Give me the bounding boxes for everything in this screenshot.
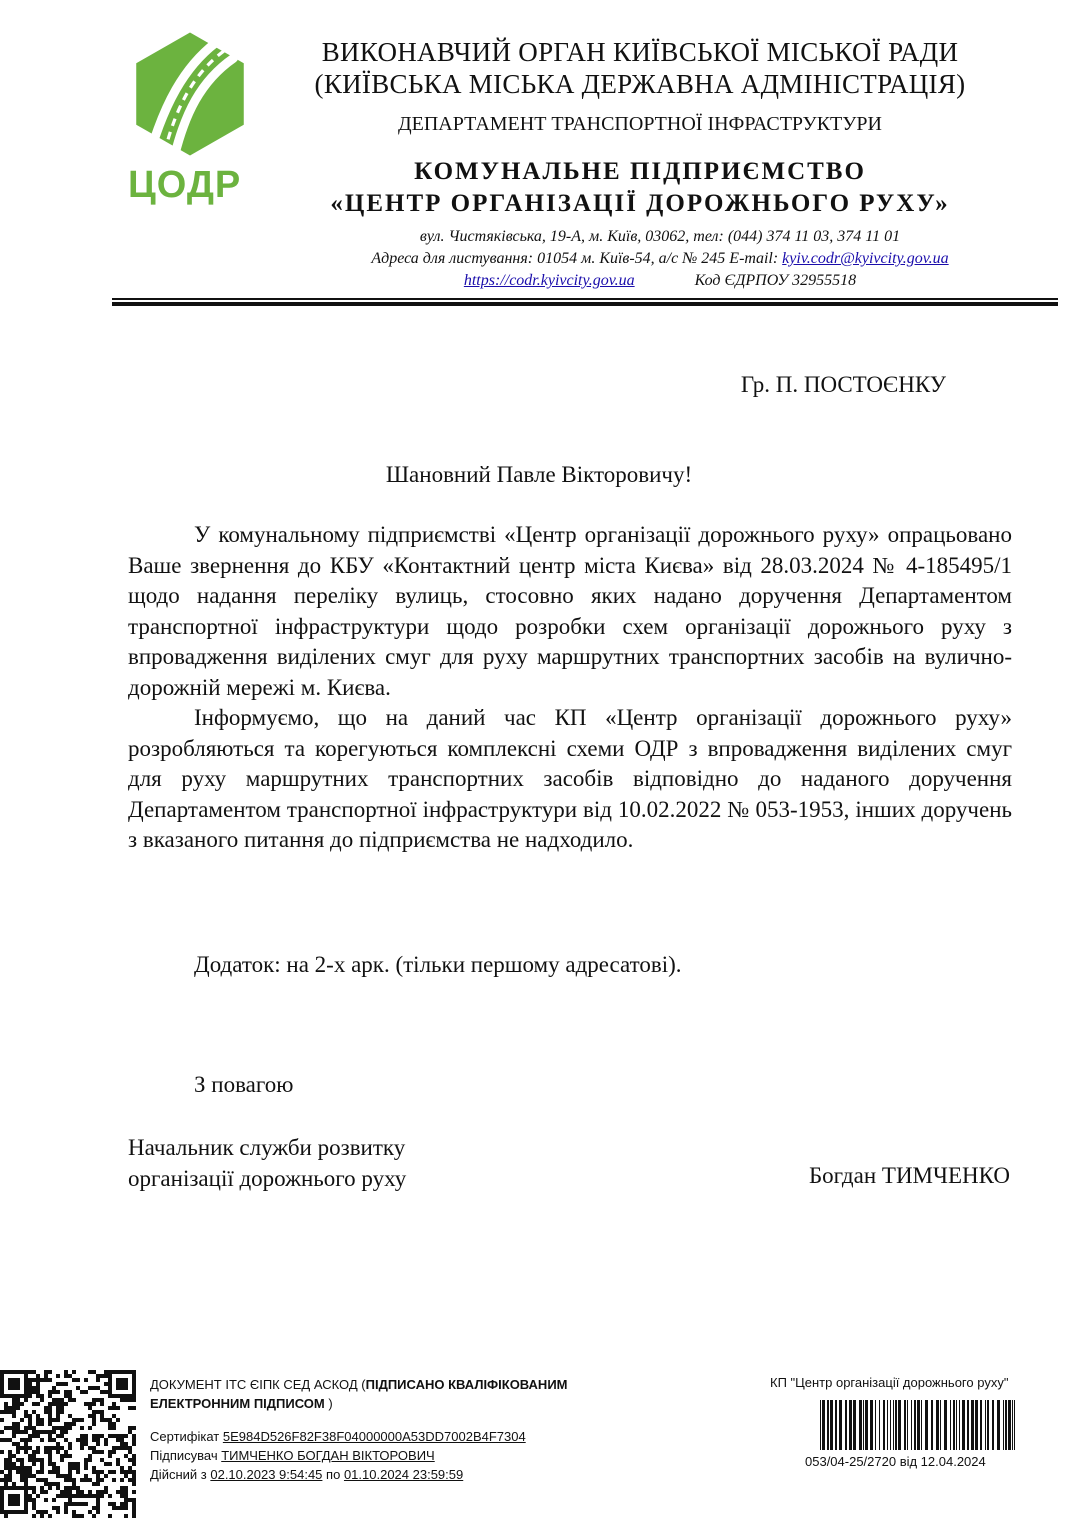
signer-value: ТИМЧЕНКО БОГДАН ВІКТОРОВИЧ bbox=[221, 1448, 435, 1463]
signer-name: Богдан ТИМЧЕНКО bbox=[808, 1163, 1010, 1188]
letter-body bbox=[128, 520, 1012, 856]
mail-address-line bbox=[280, 248, 1040, 270]
signer-position bbox=[128, 1132, 406, 1194]
authority-name bbox=[270, 36, 1010, 100]
header-divider-thick bbox=[112, 302, 1058, 306]
closing-regards: З повагою bbox=[194, 1072, 294, 1097]
annex-note: Додаток: на 2-х арк. (тільки першому адресатові). bbox=[194, 952, 682, 977]
doc-prefix: ДОКУМЕНТ ІТС ЄІПК СЕД АСКОД ( bbox=[150, 1377, 366, 1392]
organization-name bbox=[270, 156, 1010, 220]
codr-logo-icon bbox=[126, 30, 254, 158]
valid-label: Дійсний з bbox=[150, 1467, 207, 1482]
valid-to: 01.10.2024 23:59:59 bbox=[343, 1467, 464, 1482]
paragraph-2: Інформуємо, що на даний час КП «Центр організації дорожнього руху» розробляються та корегуються комплексні схеми ОДР з впровадження виділених смуг для руху маршрутних транспортних засобів відповідно до наданого доручення Департаментом транспортної інфраструктури від 10.02.2022 № 053-1953, інших доручень з вказаного питання до підприємства не надходило. bbox=[128, 705, 1012, 852]
organization-line-2: «ЦЕНТР ОРГАНІЗАЦІЇ ДОРОЖНЬОГО РУХУ» bbox=[330, 190, 950, 217]
barcode-icon bbox=[820, 1400, 1020, 1450]
paragraph-1: У комунальному підприємстві «Центр організації дорожнього руху» опрацьовано Ваше звернення до КБУ «Контактний центр міста Києва» від 28.03.2024 № 4-185495/1 щодо надання переліку вулиць, стосовно яких надано доручення Департаментом транспортної інфраструктури щодо розробки схем організації дорожнього руху з впровадження виділених смуг для руху маршрутних транспортних засобів на вулично-дорожній мережі м. Києва. bbox=[128, 522, 1012, 700]
street-address: вул. Чистяківська, 19-А, м. Київ, 03062, тел: (044) 374 11 03, 374 11 01 bbox=[419, 228, 901, 245]
signer-label: Підписувач bbox=[150, 1448, 218, 1463]
signature-stamp bbox=[0, 1370, 1078, 1530]
certificate-value: 5E984D526F82F38F04000000A53DD7002B4F7304 bbox=[222, 1429, 526, 1444]
valid-from: 02.10.2023 9:54:45 bbox=[210, 1467, 323, 1482]
mail-address: Адреса для листування: 01054 м. Київ-54, а/с № 245 E-mail: bbox=[371, 250, 779, 267]
website-line bbox=[280, 270, 1040, 292]
email-link[interactable]: kyiv.codr@kyivcity.gov.ua bbox=[782, 250, 949, 267]
contact-block bbox=[280, 226, 1040, 292]
website-link[interactable]: https://codr.kyivcity.gov.ua bbox=[463, 272, 635, 289]
edrpou-code: Код ЄДРПОУ 32955518 bbox=[694, 272, 857, 289]
signer-line bbox=[150, 1446, 650, 1465]
validity-line bbox=[150, 1465, 650, 1484]
department-name: ДЕПАРТАМЕНТ ТРАНСПОРТНОЇ ІНФРАСТРУКТУРИ bbox=[397, 113, 882, 135]
salutation: Шановний Павле Вікторовичу! bbox=[385, 462, 693, 487]
certificate-line bbox=[150, 1427, 650, 1446]
qr-code-icon bbox=[0, 1370, 140, 1520]
registration-number: 053/04-25/2720 від 12.04.2024 bbox=[805, 1454, 986, 1469]
stamp-organization: КП "Центр організації дорожнього руху" bbox=[770, 1375, 1009, 1390]
position-line-1: Начальник служби розвитку bbox=[128, 1135, 406, 1160]
doc-signed: ПІДПИСАНО КВАЛІФІКОВАНИМ ЕЛЕКТРОННИМ ПІДПИСОМ bbox=[150, 1377, 568, 1411]
header-divider-thin bbox=[112, 298, 1058, 300]
certificate-label: Сертифікат bbox=[150, 1429, 220, 1444]
doc-status bbox=[150, 1375, 650, 1413]
doc-suffix: ) bbox=[328, 1396, 333, 1411]
authority-line-2: (КИЇВСЬКА МІСЬКА ДЕРЖАВНА АДМІНІСТРАЦІЯ) bbox=[314, 69, 966, 99]
logo-text: ЦОДР bbox=[128, 164, 242, 206]
signature-info bbox=[150, 1375, 650, 1484]
valid-to-label: по bbox=[326, 1467, 341, 1482]
organization-logo bbox=[122, 30, 252, 220]
position-line-2: організації дорожнього руху bbox=[128, 1166, 407, 1191]
organization-line-1: КОМУНАЛЬНЕ ПІДПРИЄМСТВО bbox=[414, 158, 866, 185]
authority-line-1: ВИКОНАВЧИЙ ОРГАН КИЇВСЬКОЇ МІСЬКОЇ РАДИ bbox=[321, 37, 959, 67]
recipient: Гр. П. ПОСТОЄНКУ bbox=[740, 372, 946, 397]
